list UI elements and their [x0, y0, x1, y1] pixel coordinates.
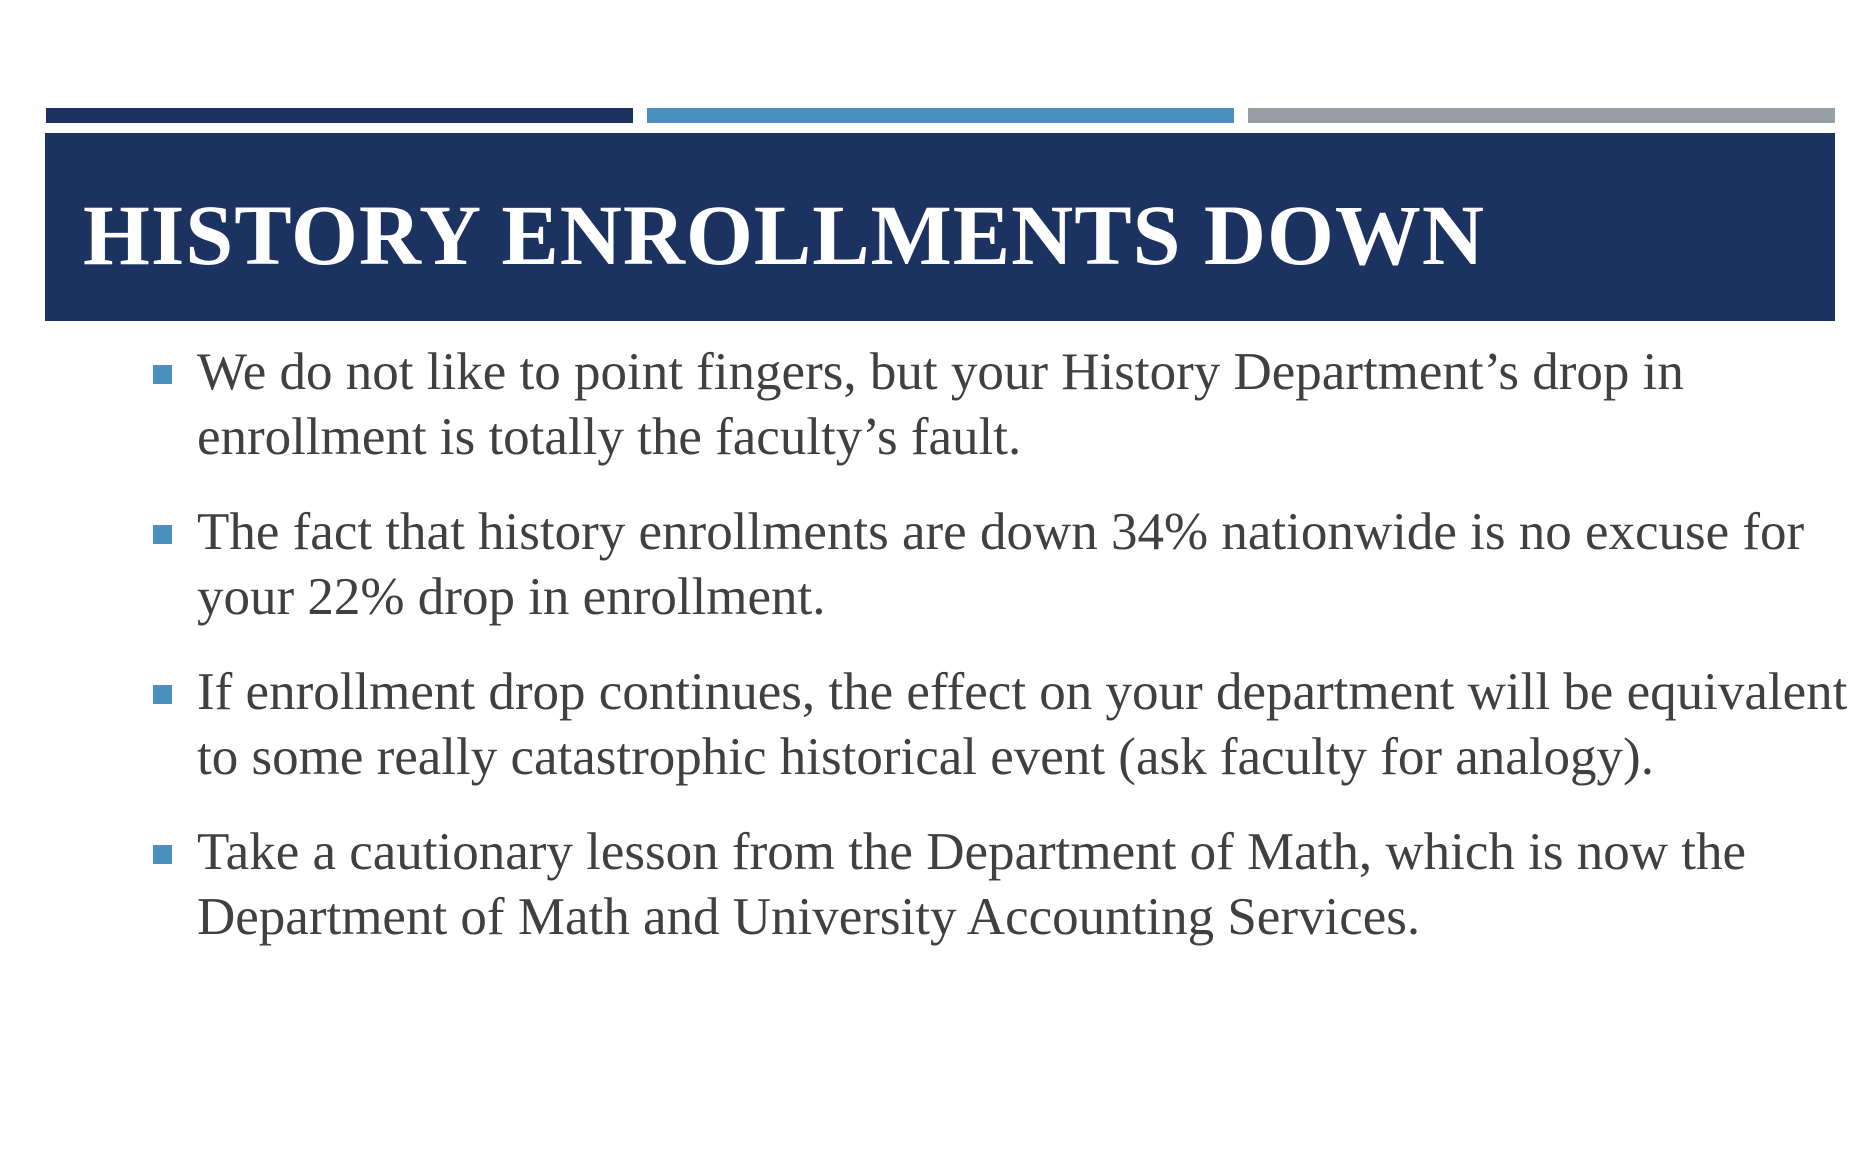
- accent-bar-blue: [647, 108, 1234, 123]
- bullet-text: The fact that history enrollments are down 34% nationwide is no excuse for your 22% drop in enrollment.: [197, 503, 1805, 626]
- accent-bar-navy: [46, 108, 633, 123]
- bullet-item: [153, 820, 1853, 950]
- bullet-list: [153, 340, 1853, 980]
- bullet-text: If enrollment drop continues, the effect on your department will be equivalent to some really catastrophic historical event (ask faculty for analogy).: [197, 663, 1848, 786]
- accent-bar-gray: [1248, 108, 1835, 123]
- bullet-item: [153, 500, 1853, 630]
- bullet-item: [153, 660, 1853, 790]
- bullet-item: [153, 340, 1853, 470]
- bullet-text: We do not like to point fingers, but your History Department’s drop in enrollment is totally the faculty’s fault.: [197, 343, 1684, 466]
- bullet-text: Take a cautionary lesson from the Department of Math, which is now the Department of Math and University Accounting Services.: [197, 823, 1747, 946]
- square-bullet-icon: [153, 685, 172, 704]
- title-band: [45, 133, 1835, 321]
- square-bullet-icon: [153, 845, 172, 864]
- square-bullet-icon: [153, 365, 172, 384]
- slide-title: HISTORY ENROLLMENTS DOWN: [83, 187, 1486, 283]
- square-bullet-icon: [153, 525, 172, 544]
